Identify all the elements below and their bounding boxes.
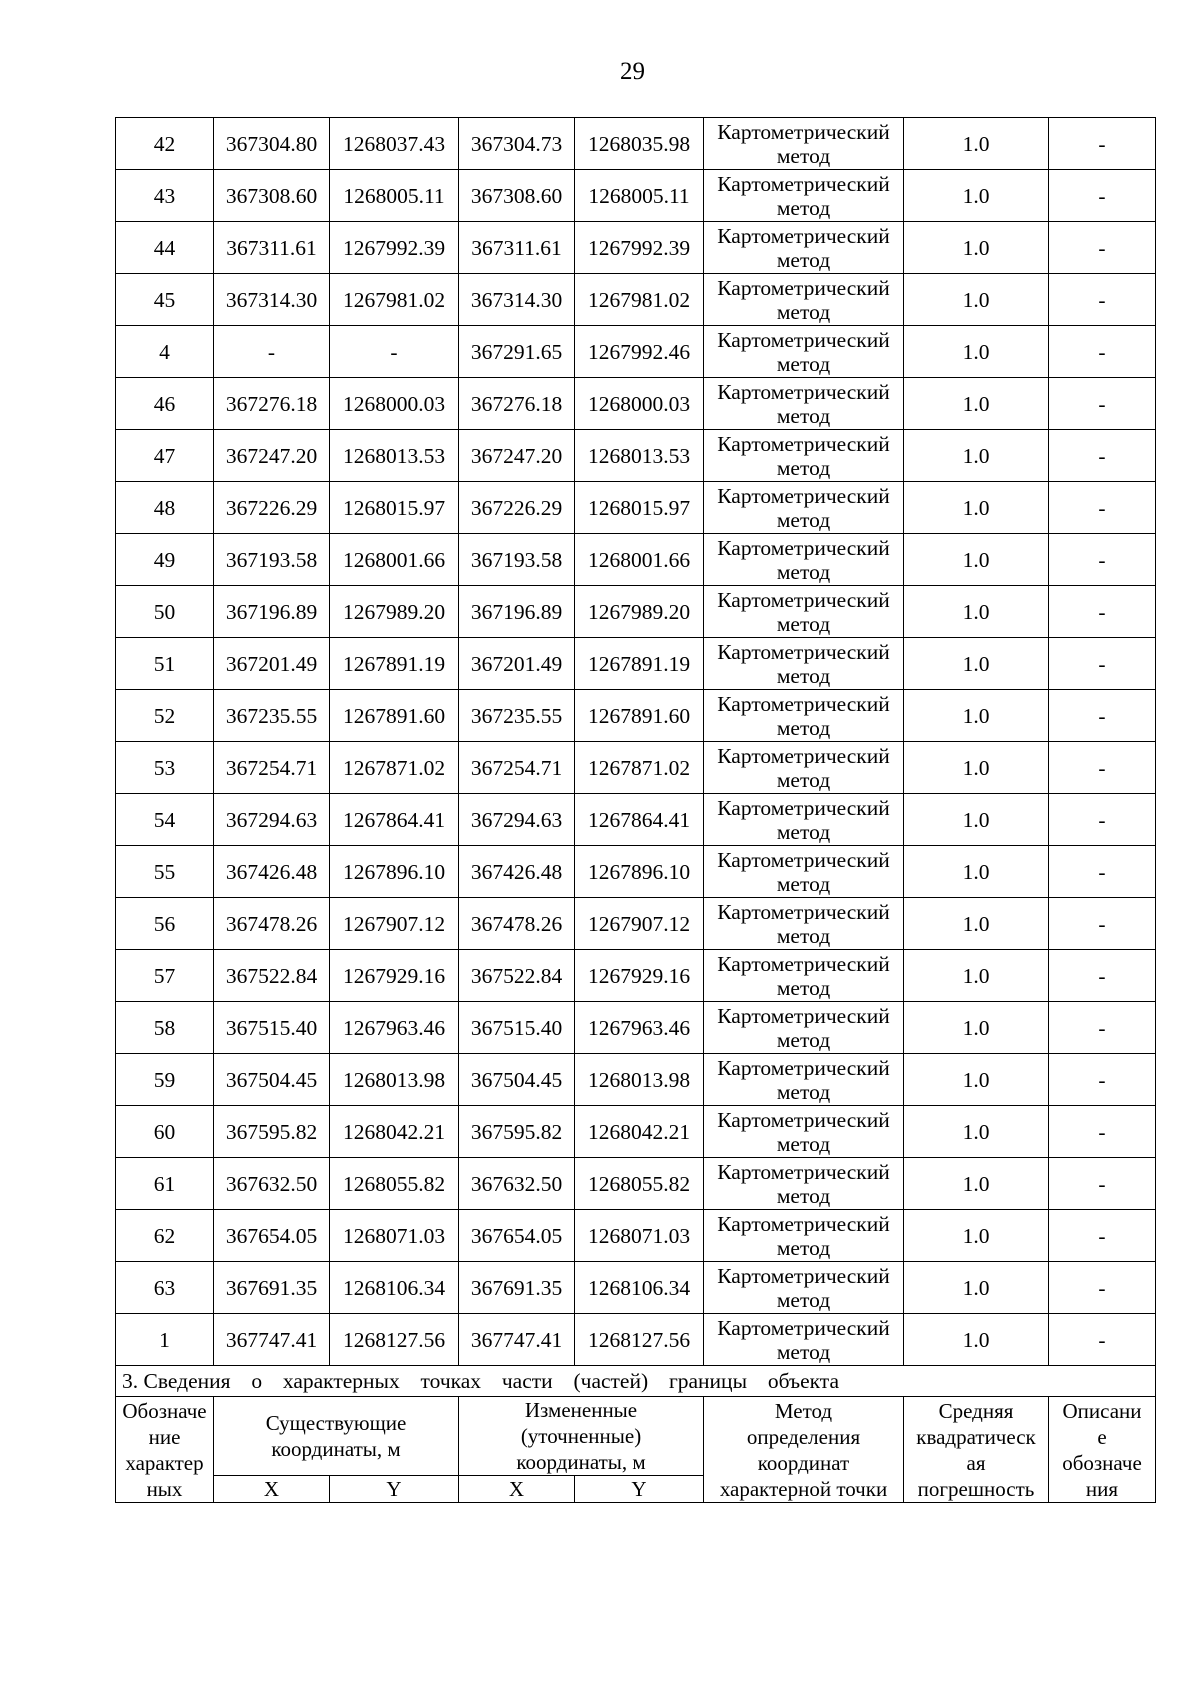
cell-method — [704, 950, 904, 1002]
cell-existing-x: - — [214, 326, 330, 378]
coordinates-table — [115, 117, 1156, 1503]
cell-existing-y: 1267864.41 — [330, 794, 459, 846]
cell-point-number: 50 — [116, 586, 214, 638]
header-changed-y: Y — [575, 1476, 704, 1503]
cell-accuracy: 1.0 — [904, 690, 1049, 742]
table-row — [116, 950, 1156, 1002]
table-row — [116, 794, 1156, 846]
method-text: метод — [776, 1131, 831, 1156]
cell-existing-x: 367426.48 — [214, 846, 330, 898]
cell-accuracy: 1.0 — [904, 794, 1049, 846]
method-text: метод — [776, 299, 831, 324]
cell-point-number: 61 — [116, 1158, 214, 1210]
cell-point-number: 59 — [116, 1054, 214, 1106]
cell-changed-x: 367304.73 — [459, 118, 575, 170]
cell-changed-x: 367226.29 — [459, 482, 575, 534]
cell-description: - — [1049, 430, 1156, 482]
cell-description: - — [1049, 118, 1156, 170]
cell-existing-y: 1268071.03 — [330, 1210, 459, 1262]
method-text: метод — [776, 403, 831, 428]
cell-description: - — [1049, 534, 1156, 586]
table-row — [116, 170, 1156, 222]
table-row — [116, 1262, 1156, 1314]
cell-existing-x: 367595.82 — [214, 1106, 330, 1158]
header-changed-x: X — [459, 1476, 575, 1503]
cell-changed-y: 1267989.20 — [575, 586, 704, 638]
section-title-row — [116, 1366, 1156, 1397]
cell-existing-x: 367276.18 — [214, 378, 330, 430]
table-row — [116, 118, 1156, 170]
cell-existing-x: 367226.29 — [214, 482, 330, 534]
method-text: Картометрический — [717, 1003, 890, 1028]
cell-changed-y: 1267896.10 — [575, 846, 704, 898]
table-row — [116, 1054, 1156, 1106]
cell-existing-y: 1267963.46 — [330, 1002, 459, 1054]
cell-point-number: 55 — [116, 846, 214, 898]
cell-accuracy: 1.0 — [904, 222, 1049, 274]
cell-accuracy: 1.0 — [904, 586, 1049, 638]
cell-existing-y: 1268005.11 — [330, 170, 459, 222]
table-row — [116, 326, 1156, 378]
cell-existing-x: 367478.26 — [214, 898, 330, 950]
method-text: метод — [776, 1339, 831, 1364]
cell-existing-x: 367235.55 — [214, 690, 330, 742]
cell-changed-x: 367247.20 — [459, 430, 575, 482]
cell-point-number: 62 — [116, 1210, 214, 1262]
cell-existing-x: 367691.35 — [214, 1262, 330, 1314]
cell-changed-x: 367294.63 — [459, 794, 575, 846]
cell-existing-y: 1267891.19 — [330, 638, 459, 690]
method-text: метод — [776, 871, 831, 896]
cell-accuracy: 1.0 — [904, 846, 1049, 898]
cell-accuracy: 1.0 — [904, 1158, 1049, 1210]
cell-description: - — [1049, 846, 1156, 898]
cell-method — [704, 1106, 904, 1158]
cell-existing-y: 1267907.12 — [330, 898, 459, 950]
cell-changed-x: 367522.84 — [459, 950, 575, 1002]
cell-method — [704, 274, 904, 326]
method-text: Картометрический — [717, 1315, 890, 1340]
section-title-word: 3. Сведения — [122, 1369, 231, 1393]
cell-description: - — [1049, 274, 1156, 326]
cell-changed-x: 367314.30 — [459, 274, 575, 326]
method-text: метод — [776, 611, 831, 636]
cell-point-number: 46 — [116, 378, 214, 430]
cell-method — [704, 690, 904, 742]
cell-existing-x: 367201.49 — [214, 638, 330, 690]
section-title-word: объекта — [767, 1369, 839, 1393]
method-text: Картометрический — [717, 535, 890, 560]
method-text: метод — [776, 663, 831, 688]
cell-description: - — [1049, 742, 1156, 794]
cell-existing-y: 1268000.03 — [330, 378, 459, 430]
cell-accuracy: 1.0 — [904, 742, 1049, 794]
table-row — [116, 1158, 1156, 1210]
cell-changed-y: 1267907.12 — [575, 898, 704, 950]
cell-changed-x: 367654.05 — [459, 1210, 575, 1262]
cell-point-number: 45 — [116, 274, 214, 326]
cell-changed-x: 367311.61 — [459, 222, 575, 274]
cell-method — [704, 1158, 904, 1210]
cell-description: - — [1049, 690, 1156, 742]
cell-existing-y: 1268013.53 — [330, 430, 459, 482]
cell-description: - — [1049, 482, 1156, 534]
section-title-word: о — [251, 1369, 263, 1393]
cell-existing-y: 1268001.66 — [330, 534, 459, 586]
cell-point-number: 53 — [116, 742, 214, 794]
cell-changed-y: 1268013.98 — [575, 1054, 704, 1106]
table-row — [116, 898, 1156, 950]
cell-changed-y: 1267864.41 — [575, 794, 704, 846]
table-row — [116, 690, 1156, 742]
cell-point-number: 1 — [116, 1314, 214, 1366]
cell-existing-y: 1267871.02 — [330, 742, 459, 794]
cell-changed-y: 1268013.53 — [575, 430, 704, 482]
cell-accuracy: 1.0 — [904, 482, 1049, 534]
cell-existing-y: 1267981.02 — [330, 274, 459, 326]
method-text: метод — [776, 143, 831, 168]
cell-accuracy: 1.0 — [904, 1002, 1049, 1054]
cell-existing-y: 1267929.16 — [330, 950, 459, 1002]
cell-changed-y: 1268000.03 — [575, 378, 704, 430]
cell-method — [704, 482, 904, 534]
cell-existing-y: 1268037.43 — [330, 118, 459, 170]
cell-changed-x: 367515.40 — [459, 1002, 575, 1054]
cell-changed-y: 1268055.82 — [575, 1158, 704, 1210]
cell-accuracy: 1.0 — [904, 274, 1049, 326]
cell-method — [704, 638, 904, 690]
cell-accuracy: 1.0 — [904, 326, 1049, 378]
cell-existing-x: 367196.89 — [214, 586, 330, 638]
cell-description: - — [1049, 950, 1156, 1002]
cell-changed-y: 1268106.34 — [575, 1262, 704, 1314]
cell-existing-x: 367522.84 — [214, 950, 330, 1002]
table-row — [116, 638, 1156, 690]
header-changed-coordinates: Измененные (уточненные) координаты, м — [459, 1397, 704, 1476]
cell-description: - — [1049, 222, 1156, 274]
method-text: Картометрический — [717, 1055, 890, 1080]
table-row — [116, 222, 1156, 274]
cell-method — [704, 118, 904, 170]
section-title-word: (частей) — [573, 1369, 649, 1393]
cell-point-number: 58 — [116, 1002, 214, 1054]
header-method: Метод определения координат характерной точки — [704, 1397, 904, 1503]
cell-description: - — [1049, 638, 1156, 690]
cell-existing-x: 367515.40 — [214, 1002, 330, 1054]
header-row — [116, 1397, 1156, 1476]
table-row — [116, 1314, 1156, 1366]
cell-existing-x: 367311.61 — [214, 222, 330, 274]
cell-method — [704, 898, 904, 950]
cell-description: - — [1049, 1002, 1156, 1054]
cell-changed-x: 367235.55 — [459, 690, 575, 742]
cell-point-number: 60 — [116, 1106, 214, 1158]
cell-method — [704, 430, 904, 482]
header-existing-x: X — [214, 1476, 330, 1503]
cell-changed-x: 367196.89 — [459, 586, 575, 638]
method-text: Картометрический — [717, 275, 890, 300]
method-text: Картометрический — [717, 223, 890, 248]
method-text: метод — [776, 819, 831, 844]
cell-accuracy: 1.0 — [904, 898, 1049, 950]
table-row — [116, 482, 1156, 534]
cell-changed-y: 1268071.03 — [575, 1210, 704, 1262]
cell-changed-y: 1267992.39 — [575, 222, 704, 274]
cell-changed-y: 1267891.19 — [575, 638, 704, 690]
cell-point-number: 49 — [116, 534, 214, 586]
cell-method — [704, 378, 904, 430]
cell-existing-x: 367193.58 — [214, 534, 330, 586]
method-text: метод — [776, 1027, 831, 1052]
cell-changed-x: 367691.35 — [459, 1262, 575, 1314]
header-existing-y: Y — [330, 1476, 459, 1503]
cell-point-number: 51 — [116, 638, 214, 690]
cell-method — [704, 1054, 904, 1106]
cell-existing-y: 1268127.56 — [330, 1314, 459, 1366]
cell-changed-x: 367595.82 — [459, 1106, 575, 1158]
cell-point-number: 48 — [116, 482, 214, 534]
cell-existing-x: 367504.45 — [214, 1054, 330, 1106]
cell-method — [704, 1314, 904, 1366]
method-text: Картометрический — [717, 847, 890, 872]
cell-method — [704, 326, 904, 378]
cell-accuracy: 1.0 — [904, 638, 1049, 690]
cell-description: - — [1049, 1262, 1156, 1314]
cell-changed-y: 1267891.60 — [575, 690, 704, 742]
cell-point-number: 44 — [116, 222, 214, 274]
table-section-footer — [116, 1366, 1156, 1503]
section-title-word: точках — [420, 1369, 482, 1393]
cell-point-number: 52 — [116, 690, 214, 742]
section-title-word: части — [501, 1369, 553, 1393]
cell-point-number: 43 — [116, 170, 214, 222]
method-text: Картометрический — [717, 899, 890, 924]
cell-description: - — [1049, 1106, 1156, 1158]
cell-changed-x: 367632.50 — [459, 1158, 575, 1210]
cell-method — [704, 1002, 904, 1054]
header-existing-coordinates: Существующие координаты, м — [214, 1397, 459, 1476]
cell-existing-x: 367747.41 — [214, 1314, 330, 1366]
cell-point-number: 63 — [116, 1262, 214, 1314]
method-text: Картометрический — [717, 743, 890, 768]
cell-accuracy: 1.0 — [904, 950, 1049, 1002]
cell-description: - — [1049, 1054, 1156, 1106]
cell-point-number: 42 — [116, 118, 214, 170]
cell-changed-x: 367504.45 — [459, 1054, 575, 1106]
method-text: Картометрический — [717, 431, 890, 456]
cell-method — [704, 222, 904, 274]
cell-existing-y: 1267989.20 — [330, 586, 459, 638]
cell-description: - — [1049, 1314, 1156, 1366]
cell-description: - — [1049, 898, 1156, 950]
method-text: Картометрический — [717, 691, 890, 716]
cell-existing-y: - — [330, 326, 459, 378]
cell-method — [704, 170, 904, 222]
header-accuracy: Средняя квадратическ ая погрешность — [904, 1397, 1049, 1503]
header-description: Описани е обозначе ния — [1049, 1397, 1156, 1503]
method-text: Картометрический — [717, 1263, 890, 1288]
cell-description: - — [1049, 1158, 1156, 1210]
table-row — [116, 846, 1156, 898]
cell-existing-x: 367254.71 — [214, 742, 330, 794]
cell-existing-y: 1267896.10 — [330, 846, 459, 898]
cell-accuracy: 1.0 — [904, 430, 1049, 482]
cell-point-number: 57 — [116, 950, 214, 1002]
method-text: метод — [776, 455, 831, 480]
method-text: метод — [776, 507, 831, 532]
method-text: Картометрический — [717, 951, 890, 976]
cell-changed-x: 367478.26 — [459, 898, 575, 950]
method-text: метод — [776, 1287, 831, 1312]
cell-accuracy: 1.0 — [904, 1262, 1049, 1314]
section-title — [116, 1366, 1156, 1397]
page-number: 29 — [620, 58, 645, 85]
table-row — [116, 1106, 1156, 1158]
cell-changed-y: 1267992.46 — [575, 326, 704, 378]
cell-description: - — [1049, 586, 1156, 638]
section-title-word: границы — [668, 1369, 748, 1393]
cell-point-number: 4 — [116, 326, 214, 378]
cell-changed-x: 367747.41 — [459, 1314, 575, 1366]
table-row — [116, 586, 1156, 638]
cell-description: - — [1049, 1210, 1156, 1262]
cell-changed-y: 1267981.02 — [575, 274, 704, 326]
cell-changed-x: 367308.60 — [459, 170, 575, 222]
cell-changed-x: 367201.49 — [459, 638, 575, 690]
cell-description: - — [1049, 378, 1156, 430]
cell-method — [704, 742, 904, 794]
table-body — [116, 118, 1156, 1366]
cell-changed-x: 367193.58 — [459, 534, 575, 586]
method-text: метод — [776, 767, 831, 792]
cell-existing-y: 1268055.82 — [330, 1158, 459, 1210]
method-text: метод — [776, 975, 831, 1000]
cell-changed-y: 1267871.02 — [575, 742, 704, 794]
method-text: метод — [776, 715, 831, 740]
method-text: метод — [776, 351, 831, 376]
cell-existing-y: 1267891.60 — [330, 690, 459, 742]
cell-changed-y: 1268042.21 — [575, 1106, 704, 1158]
cell-method — [704, 586, 904, 638]
cell-method — [704, 1210, 904, 1262]
table-row — [116, 1002, 1156, 1054]
table-row — [116, 274, 1156, 326]
cell-existing-y: 1268042.21 — [330, 1106, 459, 1158]
cell-existing-x: 367304.80 — [214, 118, 330, 170]
table-row — [116, 534, 1156, 586]
method-text: Картометрический — [717, 119, 890, 144]
cell-description: - — [1049, 794, 1156, 846]
cell-point-number: 56 — [116, 898, 214, 950]
cell-point-number: 47 — [116, 430, 214, 482]
method-text: метод — [776, 1183, 831, 1208]
cell-accuracy: 1.0 — [904, 1210, 1049, 1262]
table-row — [116, 1210, 1156, 1262]
cell-changed-y: 1267963.46 — [575, 1002, 704, 1054]
table-row — [116, 430, 1156, 482]
cell-existing-y: 1268013.98 — [330, 1054, 459, 1106]
table-row — [116, 378, 1156, 430]
cell-changed-y: 1267929.16 — [575, 950, 704, 1002]
cell-changed-x: 367254.71 — [459, 742, 575, 794]
method-text: метод — [776, 559, 831, 584]
cell-accuracy: 1.0 — [904, 378, 1049, 430]
cell-changed-x: 367426.48 — [459, 846, 575, 898]
cell-accuracy: 1.0 — [904, 1054, 1049, 1106]
method-text: метод — [776, 247, 831, 272]
method-text: Картометрический — [717, 639, 890, 664]
cell-existing-x: 367294.63 — [214, 794, 330, 846]
cell-method — [704, 534, 904, 586]
cell-existing-x: 367314.30 — [214, 274, 330, 326]
cell-accuracy: 1.0 — [904, 534, 1049, 586]
cell-changed-y: 1268035.98 — [575, 118, 704, 170]
cell-existing-x: 367654.05 — [214, 1210, 330, 1262]
cell-accuracy: 1.0 — [904, 170, 1049, 222]
cell-changed-y: 1268001.66 — [575, 534, 704, 586]
method-text: метод — [776, 1235, 831, 1260]
cell-existing-y: 1268106.34 — [330, 1262, 459, 1314]
cell-changed-y: 1268015.97 — [575, 482, 704, 534]
method-text: Картометрический — [717, 483, 890, 508]
cell-description: - — [1049, 326, 1156, 378]
method-text: Картометрический — [717, 171, 890, 196]
method-text: метод — [776, 923, 831, 948]
cell-changed-x: 367276.18 — [459, 378, 575, 430]
cell-accuracy: 1.0 — [904, 1106, 1049, 1158]
cell-existing-y: 1268015.97 — [330, 482, 459, 534]
cell-point-number: 54 — [116, 794, 214, 846]
method-text: Картометрический — [717, 1159, 890, 1184]
cell-changed-y: 1268005.11 — [575, 170, 704, 222]
method-text: Картометрический — [717, 795, 890, 820]
method-text: метод — [776, 195, 831, 220]
method-text: Картометрический — [717, 1107, 890, 1132]
cell-existing-x: 367247.20 — [214, 430, 330, 482]
cell-method — [704, 794, 904, 846]
cell-changed-x: 367291.65 — [459, 326, 575, 378]
cell-existing-x: 367632.50 — [214, 1158, 330, 1210]
cell-method — [704, 1262, 904, 1314]
section-title-word: характерных — [282, 1369, 400, 1393]
method-text: Картометрический — [717, 1211, 890, 1236]
method-text: Картометрический — [717, 587, 890, 612]
method-text: Картометрический — [717, 327, 890, 352]
cell-existing-x: 367308.60 — [214, 170, 330, 222]
table-row — [116, 742, 1156, 794]
header-point-designation: Обозначе ние характер ных — [116, 1397, 214, 1503]
cell-method — [704, 846, 904, 898]
method-text: Картометрический — [717, 379, 890, 404]
cell-changed-y: 1268127.56 — [575, 1314, 704, 1366]
method-text: метод — [776, 1079, 831, 1104]
cell-accuracy: 1.0 — [904, 1314, 1049, 1366]
cell-existing-y: 1267992.39 — [330, 222, 459, 274]
cell-accuracy: 1.0 — [904, 118, 1049, 170]
cell-description: - — [1049, 170, 1156, 222]
